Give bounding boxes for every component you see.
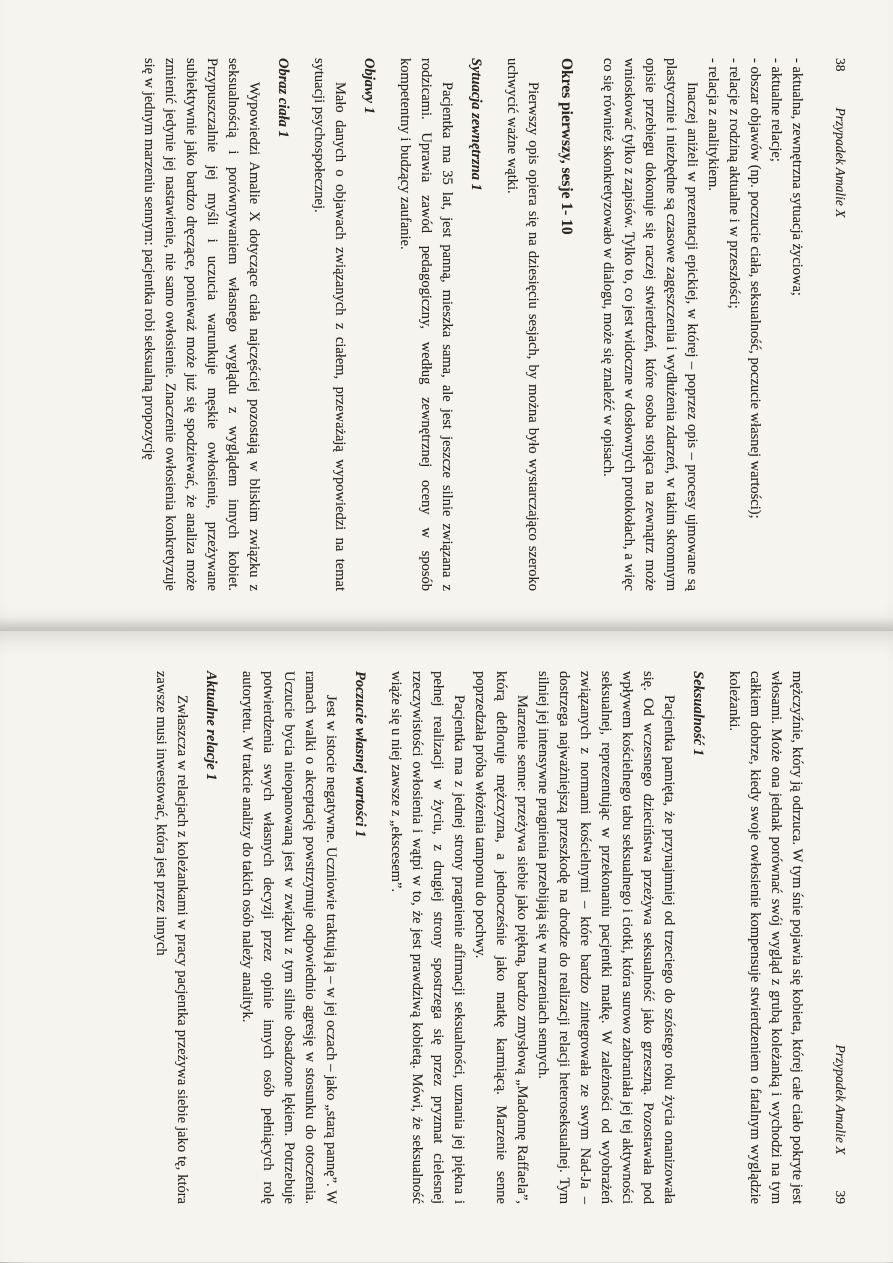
section-heading-self-esteem: Poczucie własnej wartości 1 [352, 671, 368, 838]
running-head-recto [831, 671, 849, 1204]
list-item: - relacja z analitykiem. [705, 58, 721, 191]
running-head-title: Przypadek Amalie X [833, 1044, 848, 1155]
paragraph-body-image-continuation: mężczyźnie, który ją odrzuca. W tym śnie pojawia się kobieta, której całe ciało pokryte jest włosami. Może ona jednak porównać swój wygląd z grubą koleżanką i wychodzi na tym całkiem dobrze, kiedy swoje owłosienie kompensuje stwierdzeniem o fatalnym wyglądzie koleżanki. [726, 671, 805, 1204]
running-head-title: Przypadek Amalie X [833, 107, 848, 218]
list-item: - aktualne relacje; [768, 58, 784, 162]
book-page-38 [0, 0, 893, 631]
paragraph-body-image: Wypowiedzi Amalie X dotyczące ciała najczęściej pozostają w bliskim związku z seksualnością i porównywaniem własnego wyglądu z wyglądem innych kobiet. Przypuszczalnie jej myśli i uczucia warunkuje męskie owłosienie, przeżywane subiektywnie jako bardzo dręczące, ponieważ może już się spodziewać, że analiza może zmienić jedynie jej nastawienie, nie samo owłosienie. Znaczenie owłosienia konkretyzuje się w jednym marzeniu sennym: pacjentka robi seksualną propozycję [141, 58, 262, 591]
assessment-topics-list [702, 58, 807, 591]
paragraph-sexuality-memory: Pacjentka pamięta, że przynajmniej od trzeciego do szóstego roku życia onanizowała się. Od wczesnego dzieciństwa przeżywa seksualność jako grzeszną. Pozostawała pod wpływem kościelnego tabu seksualnego i ciotki, która surowo zabraniała jej tej aktywności seksualnej, reprezentując w przekonaniu pacjentki matkę. W zależności od wyobrażeń związanych z normami kościelnymi – które bardzo zintegrowała ze swym Nad-Ja – dostrzega najważniejszą przeszkodę na drodze do realizacji relacji heteroseksualnej. Tym silniej jej intensywne pragnienia przebijają się w marzeniach sennych. [535, 671, 677, 1204]
paragraph-narration: Inaczej aniżeli w prezentacji epickiej, w której – poprzez opis – procesy ujmowane są plastycznie i niezbędne są czasowe zagęszczenia i wydłużenia zdarzeń, w takim skromnym opisie przebiegu dokonuje się raczej stwierdzeń, które osoba stojąca na zewnątrz może wnioskować tylko z zapisów. Tylko to, co jest widoczne w dosłownych protokołach, a więc co się również skonkretyzowało w dialogu, może się znaleźć w opisach. [600, 58, 700, 591]
page-39-body [150, 671, 807, 1204]
page-number-39: 39 [833, 1190, 848, 1204]
paragraph-external-situation: Pacjentka ma 35 lat, jest panną, mieszka sama, ale jest jeszcze silnie związana z rodzicami. Uprawia zawód pedagogiczny, według zewnętrznej oceny w sposób kompetentny i budzący zaufanie. [397, 58, 455, 591]
section-heading-sexuality: Seksualność 1 [690, 671, 706, 757]
section-heading-period-1: Okres pierwszy, sesje 1- 10 [558, 58, 575, 235]
page-number-38: 38 [833, 58, 848, 72]
section-heading-external-situation: Sytuacja zewnętrzna 1 [468, 58, 484, 191]
paragraph-sexuality-dream: Marzenie senne: przeżywa siebie jako piękną, bardzo zmysłową „Madonnę Raffaela”, którą defloruje mężczyzna, a jednocześnie jako matkę karmiącą. Marzenie senne poprzedzała próba włożenia tamponu do pochwy. [472, 671, 530, 1204]
list-item: - relacje z rodziną aktualne i w przeszłości; [726, 58, 742, 309]
section-heading-symptoms: Objawy 1 [361, 58, 377, 114]
paragraph-symptoms: Mało danych o objawach związanych z ciałem, przeważają wypowiedzi na temat sytuacji psychospołecznej. [311, 58, 348, 591]
page-38-body [138, 58, 807, 591]
paragraph-sexuality-conflict: Pacjentka ma z jednej strony pragnienie afirmacji seksualności, uznania jej piękna i pełnej realizacji w życiu, z drugiej strony spostrzega się przez pryzmat cielesnej rzeczywistości owłosienia i wątpi w to, że jest prawdziwą kobietą. Mówi, że seksualność wiąże się u niej zawsze z „ekscesem”. [388, 671, 467, 1204]
paragraph-current-relations: Zwłaszcza w relacjach z koleżankami w pracy pacjentka przeżywa siebie jako tę, która zawsze musi inwestować, która jest przez innych [153, 671, 190, 1204]
list-item: - obszar objawów (np. poczucie ciała, seksualność, poczucie własnej wartości); [747, 58, 763, 519]
book-page-39 [0, 631, 893, 1262]
section-heading-body-image: Obraz ciała 1 [275, 58, 291, 138]
section-heading-current-relations: Aktualne relacje 1 [203, 671, 219, 781]
paragraph-self-esteem: Jest w istocie negatywne. Uczniowie traktują ją – w jej oczach – jako „starą pannę”. W ramach walki o akceptację powstrzymuje odpowiednio agresję w stosunku do otoczenia. Uczucie bycia nieopanowaną jest w związku z tym silnie obsadzone lękiem. Potrzebuje potwierdzenia swych własnych decyzji przez opinie innych osób pełniących rolę autorytetu. W trakcie analizy do takich osób należy analityk. [239, 671, 339, 1204]
list-item: - aktualna, zewnętrzna sytuacja życiowa; [789, 58, 805, 296]
paragraph-period-intro: Pierwszy opis opiera się na dziesięciu sesjach, by można było wystarczająco szeroko uchwycić ważne wątki. [504, 58, 541, 591]
running-head-verso [831, 58, 849, 591]
